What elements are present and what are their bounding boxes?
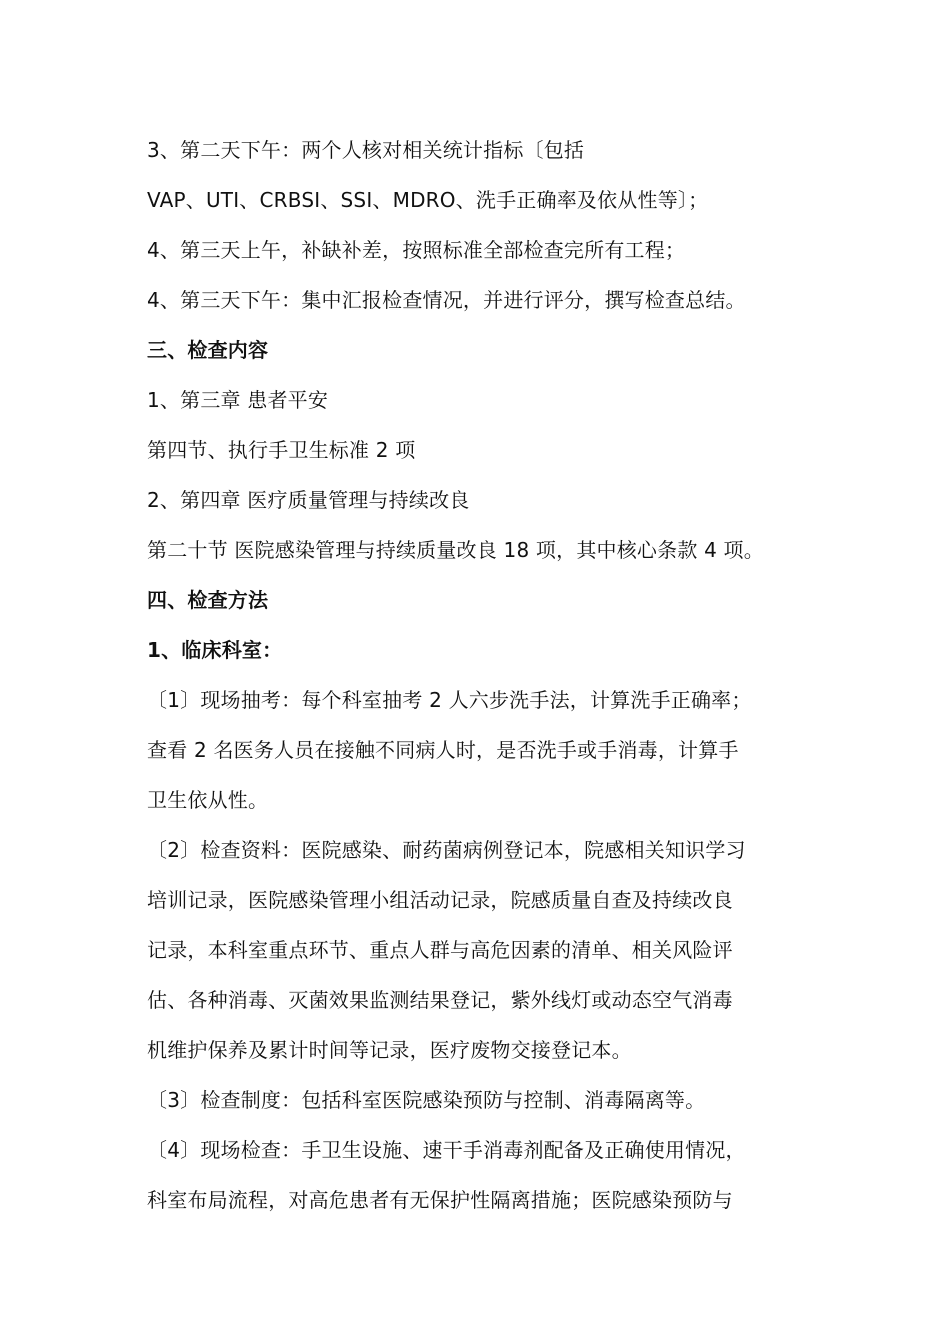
text-line: 〔3〕检查制度：包括科室医院感染预防与控制、消毒隔离等。 bbox=[147, 1088, 706, 1112]
text-line: 记录，本科室重点环节、重点人群与高危因素的清单、相关风险评 bbox=[147, 938, 733, 962]
section-heading: 三、检查内容 bbox=[147, 338, 269, 362]
text-line: 卫生依从性。 bbox=[147, 788, 269, 812]
text-line: 〔1〕现场抽考：每个科室抽考 2 人六步洗手法，计算洗手正确率； bbox=[147, 688, 752, 712]
subsection-heading: 1、临床科室： bbox=[147, 638, 283, 662]
text-line: 第四节、执行手卫生标准 2 项 bbox=[147, 438, 416, 462]
text-line: 4、第三天上午，补缺补差，按照标准全部检查完所有工程； bbox=[147, 238, 686, 262]
text-line: 4、第三天下午：集中汇报检查情况，并进行评分，撰写检查总结。 bbox=[147, 288, 746, 312]
text-line: 〔2〕检查资料：医院感染、耐药菌病例登记本，院感相关知识学习 bbox=[147, 838, 746, 862]
text-line: VAP、UTI、CRBSI、SSI、MDRO、洗手正确率及依从性等〕； bbox=[147, 188, 709, 212]
text-line: 估、各种消毒、灭菌效果监测结果登记，紫外线灯或动态空气消毒 bbox=[147, 988, 733, 1012]
text-line: 机维护保养及累计时间等记录，医疗废物交接登记本。 bbox=[147, 1038, 632, 1062]
text-line: 查看 2 名医务人员在接触不同病人时，是否洗手或手消毒，计算手 bbox=[147, 738, 739, 762]
text-line: 2、第四章 医疗质量管理与持续改良 bbox=[147, 488, 470, 512]
text-line: 1、第三章 患者平安 bbox=[147, 388, 329, 412]
text-line: 〔4〕现场检查：手卫生设施、速干手消毒剂配备及正确使用情况， bbox=[147, 1138, 746, 1162]
text-line: 第二十节 医院感染管理与持续质量改良 18 项，其中核心条款 4 项。 bbox=[147, 538, 764, 562]
text-line: 3、第二天下午：两个人核对相关统计指标〔包括 bbox=[147, 138, 585, 162]
document-page bbox=[147, 128, 827, 1228]
text-line: 科室布局流程，对高危患者有无保护性隔离措施；医院感染预防与 bbox=[147, 1188, 733, 1212]
text-line: 培训记录，医院感染管理小组活动记录，院感质量自查及持续改良 bbox=[147, 888, 733, 912]
section-heading: 四、检查方法 bbox=[147, 588, 269, 612]
